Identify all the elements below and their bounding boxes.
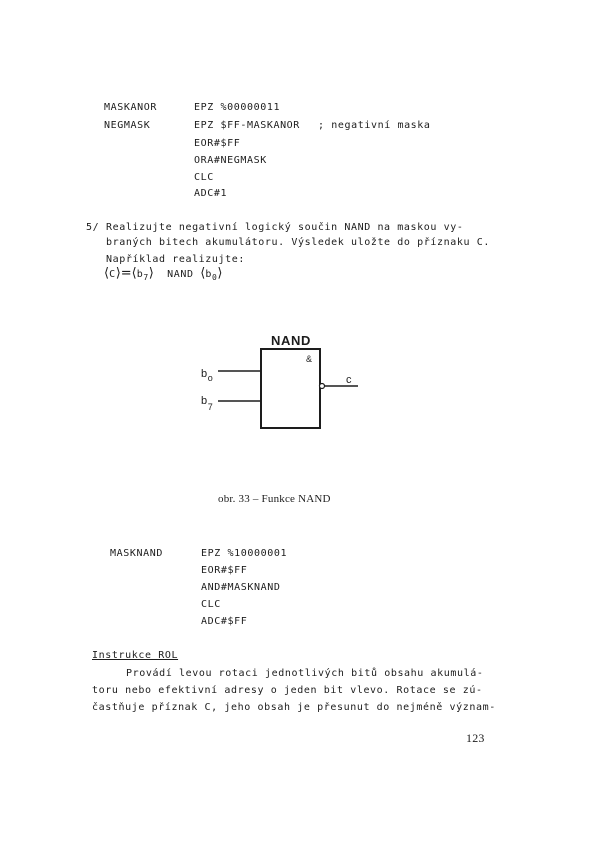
negation-bubble [320,384,325,389]
input-label-b7: $b_7$ [201,395,214,412]
gate-title: NAND [271,333,311,348]
code-instruction: CLC [194,172,214,183]
task-text-line: Realizujte negativní logický součin NAND na maskou vy- [106,222,464,233]
code-instruction: ADC#$FF [201,616,248,627]
code-instruction: EPZ $FF-MASKANOR [194,120,300,131]
gate-and-symbol: & [306,354,313,364]
code-instruction: AND#MASKNAND [201,582,281,593]
code-instruction: ORA#NEGMASK [194,155,267,166]
page-number: 123 [466,731,485,745]
section-heading: Instrukce ROL [92,650,179,661]
figure-caption: obr. 33 – Funkce NAND [218,493,331,505]
code-instruction: EPZ %10000001 [201,548,288,559]
input-label-b0: $b_o$ [201,368,214,383]
paragraph-line: častňuje příznak C, jeho obsah je přesunut do nejméně význam- [92,702,496,713]
task-text-line: braných bitech akumulátoru. Výsledek uložte do příznaku C. [106,237,490,248]
code-instruction: EOR#$FF [194,138,241,149]
code-label: NEGMASK [104,120,151,131]
code-instruction: CLC [201,599,221,610]
paragraph-line: Provádí levou rotaci jednotlivých bitů obsahu akumulá- [126,668,484,679]
code-instruction: ADC#1 [194,188,228,199]
code-instruction: EOR#$FF [201,565,248,576]
task-number: 5/ [86,222,100,233]
output-label: c [346,374,353,386]
task-text-line: Například realizujte: [106,254,246,265]
task-formula: $⟨C⟩=⟨b_7⟩$ NAND $⟨b_0⟩$ [104,266,223,282]
code-label: MASKANOR [104,102,157,113]
code-instruction: EPZ %00000011 [194,102,281,113]
code-comment: ; negativní maska [318,120,431,131]
code-label: MASKNAND [110,548,163,559]
paragraph-line: toru nebo efektivní adresy o jeden bit vlevo. Rotace se zú- [92,685,483,696]
